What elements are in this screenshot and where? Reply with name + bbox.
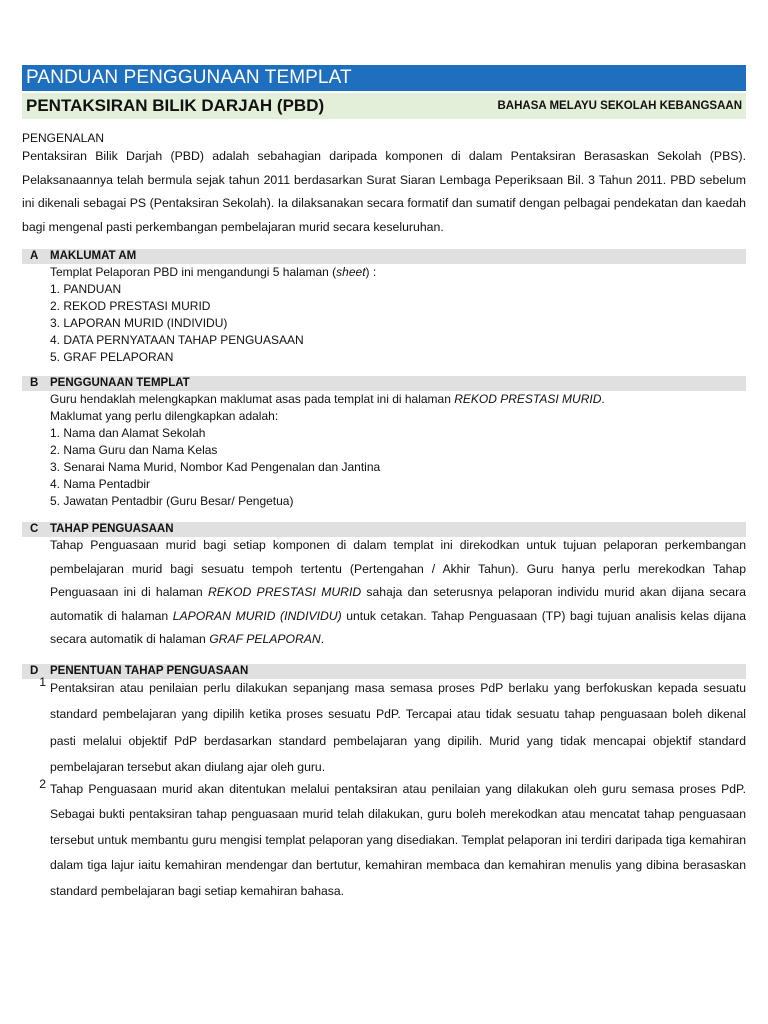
section-title: TAHAP PENGUASAAN <box>50 523 174 535</box>
section-title: PENENTUAN TAHAP PENGUASAAN <box>50 664 249 677</box>
list-item: 1. PANDUAN <box>50 282 122 296</box>
list-item <box>22 777 746 905</box>
section-c-body <box>22 534 746 652</box>
list-item: 5. Jawatan Pentadbir (Guru Besar/ Pengetua) <box>50 494 294 508</box>
section-title: MAKLUMAT AM <box>50 250 137 262</box>
section-d-body <box>22 675 746 905</box>
section-c-paragraph: Tahap Penguasaan murid bagi setiap komponen di dalam templat ini direkodkan untuk tujuan pelaporan perkembangan pembelajaran murid bagi sesuatu tempoh tertentu (Pertengahan / Akhir Tahun). Guru hanya perlu merekodkan Tahap Penguasaan ini di halaman REKOD PRESTASI MURID sahaja dan seterusnya pelaporan individu murid akan dijana secara automatik di halaman LAPORAN MURID (INDIVIDU) untuk cetakan. Tahap Penguasaan (TP) bagi tujuan analisis kelas dijana secara automatik di halaman GRAF PELAPORAN. <box>50 538 747 646</box>
intro-heading: PENGENALAN <box>22 131 105 145</box>
list-item: 4. DATA PERNYATAAN TAHAP PENGUASAAN <box>50 333 304 347</box>
item-number: 1 <box>39 674 46 689</box>
section-letter: D <box>30 664 39 677</box>
list-item: 1. Nama dan Alamat Sekolah <box>50 426 206 440</box>
subtitle-bar <box>22 93 746 119</box>
list-item: 4. Nama Pentadbir <box>50 477 151 491</box>
list-item: 3. LAPORAN MURID (INDIVIDU) <box>50 316 228 330</box>
section-b-line-2: Maklumat yang perlu dilengkapkan adalah: <box>50 409 279 423</box>
section-a-intro: Templat Pelaporan PBD ini mengandungi 5 halaman (sheet) : <box>50 265 377 279</box>
guide-page <box>22 65 746 904</box>
section-letter: A <box>30 250 39 262</box>
list-item: 5. GRAF PELAPORAN <box>50 350 174 364</box>
page-title: PANDUAN PENGGUNAAN TEMPLAT <box>22 65 746 91</box>
list-item: 2. Nama Guru dan Nama Kelas <box>50 443 218 457</box>
list-item: 2. REKOD PRESTASI MURID <box>50 299 211 313</box>
list-item <box>22 675 746 781</box>
subtitle: PENTAKSIRAN BILIK DARJAH (PBD) <box>26 96 325 115</box>
section-b-header <box>22 376 746 391</box>
intro-paragraph: Pentaksiran Bilik Darjah (PBD) adalah sebahagian daripada komponen di dalam Pentaksiran Berasaskan Sekolah (PBS). Pelaksanaannya telah bermula sejak tahun 2011 berdasarkan Surat Siaran Lembaga Peperiksaan Bil. 3 Tahun 2011. PBD sebelum ini dikenali sebagai PS (Pentaksiran Sekolah). Ia dilaksanakan secara formatif dan sumatif dengan pelbagai pendekatan dan kaedah bagi mengenal pasti perkembangan pembelajaran murid secara keseluruhan. <box>22 149 746 234</box>
section-b-body <box>22 391 746 510</box>
section-a-body <box>22 264 746 366</box>
item-number: 2 <box>39 776 46 791</box>
list-item: 3. Senarai Nama Murid, Nombor Kad Pengenalan dan Jantina <box>50 460 381 474</box>
subject-label: BAHASA MELAYU SEKOLAH KEBANGSAAN <box>497 100 742 112</box>
item-text: Tahap Penguasaan murid akan ditentukan melalui pentaksiran atau penilaian yang dilakukan oleh guru semasa proses PdP. Sebagai bukti pentaksiran tahap penguasaan murid telah dilakukan, guru boleh merekodkan atau mencatat tahap penguasaan tersebut untuk membantu guru mengisi templat pelaporan yang disediakan. Templat pelaporan ini terdiri daripada tiga kemahiran dalam tiga lajur iaitu kemahiran mendengar dan bertutur, kemahiran membaca dan kemahiran menulis yang dibina berasaskan standard pembelajaran bagi setiap kemahiran bahasa. <box>50 781 746 898</box>
section-title: PENGGUNAAN TEMPLAT <box>50 377 190 389</box>
section-b-line-1: Guru hendaklah melengkapkan maklumat asas pada templat ini di halaman REKOD PRESTASI MURID. <box>50 392 605 406</box>
section-a-header <box>22 249 746 264</box>
item-text: Pentaksiran atau penilaian perlu dilakukan sepanjang masa semasa proses PdP berlaku yang berfokuskan kepada sesuatu standard pembelajaran yang dipilih ketika proses sesuatu PdP. Tercapai atau tidak sesuatu tahap penguasaan boleh dikenal pasti melalui objektif PdP berdasarkan standard pembelajaran yang dipilih. Murid yang tidak mencapai objektif standard pembelajaran tersebut akan diulang ajar oleh guru. <box>50 680 746 774</box>
section-letter: B <box>30 377 39 389</box>
section-letter: C <box>30 523 39 535</box>
